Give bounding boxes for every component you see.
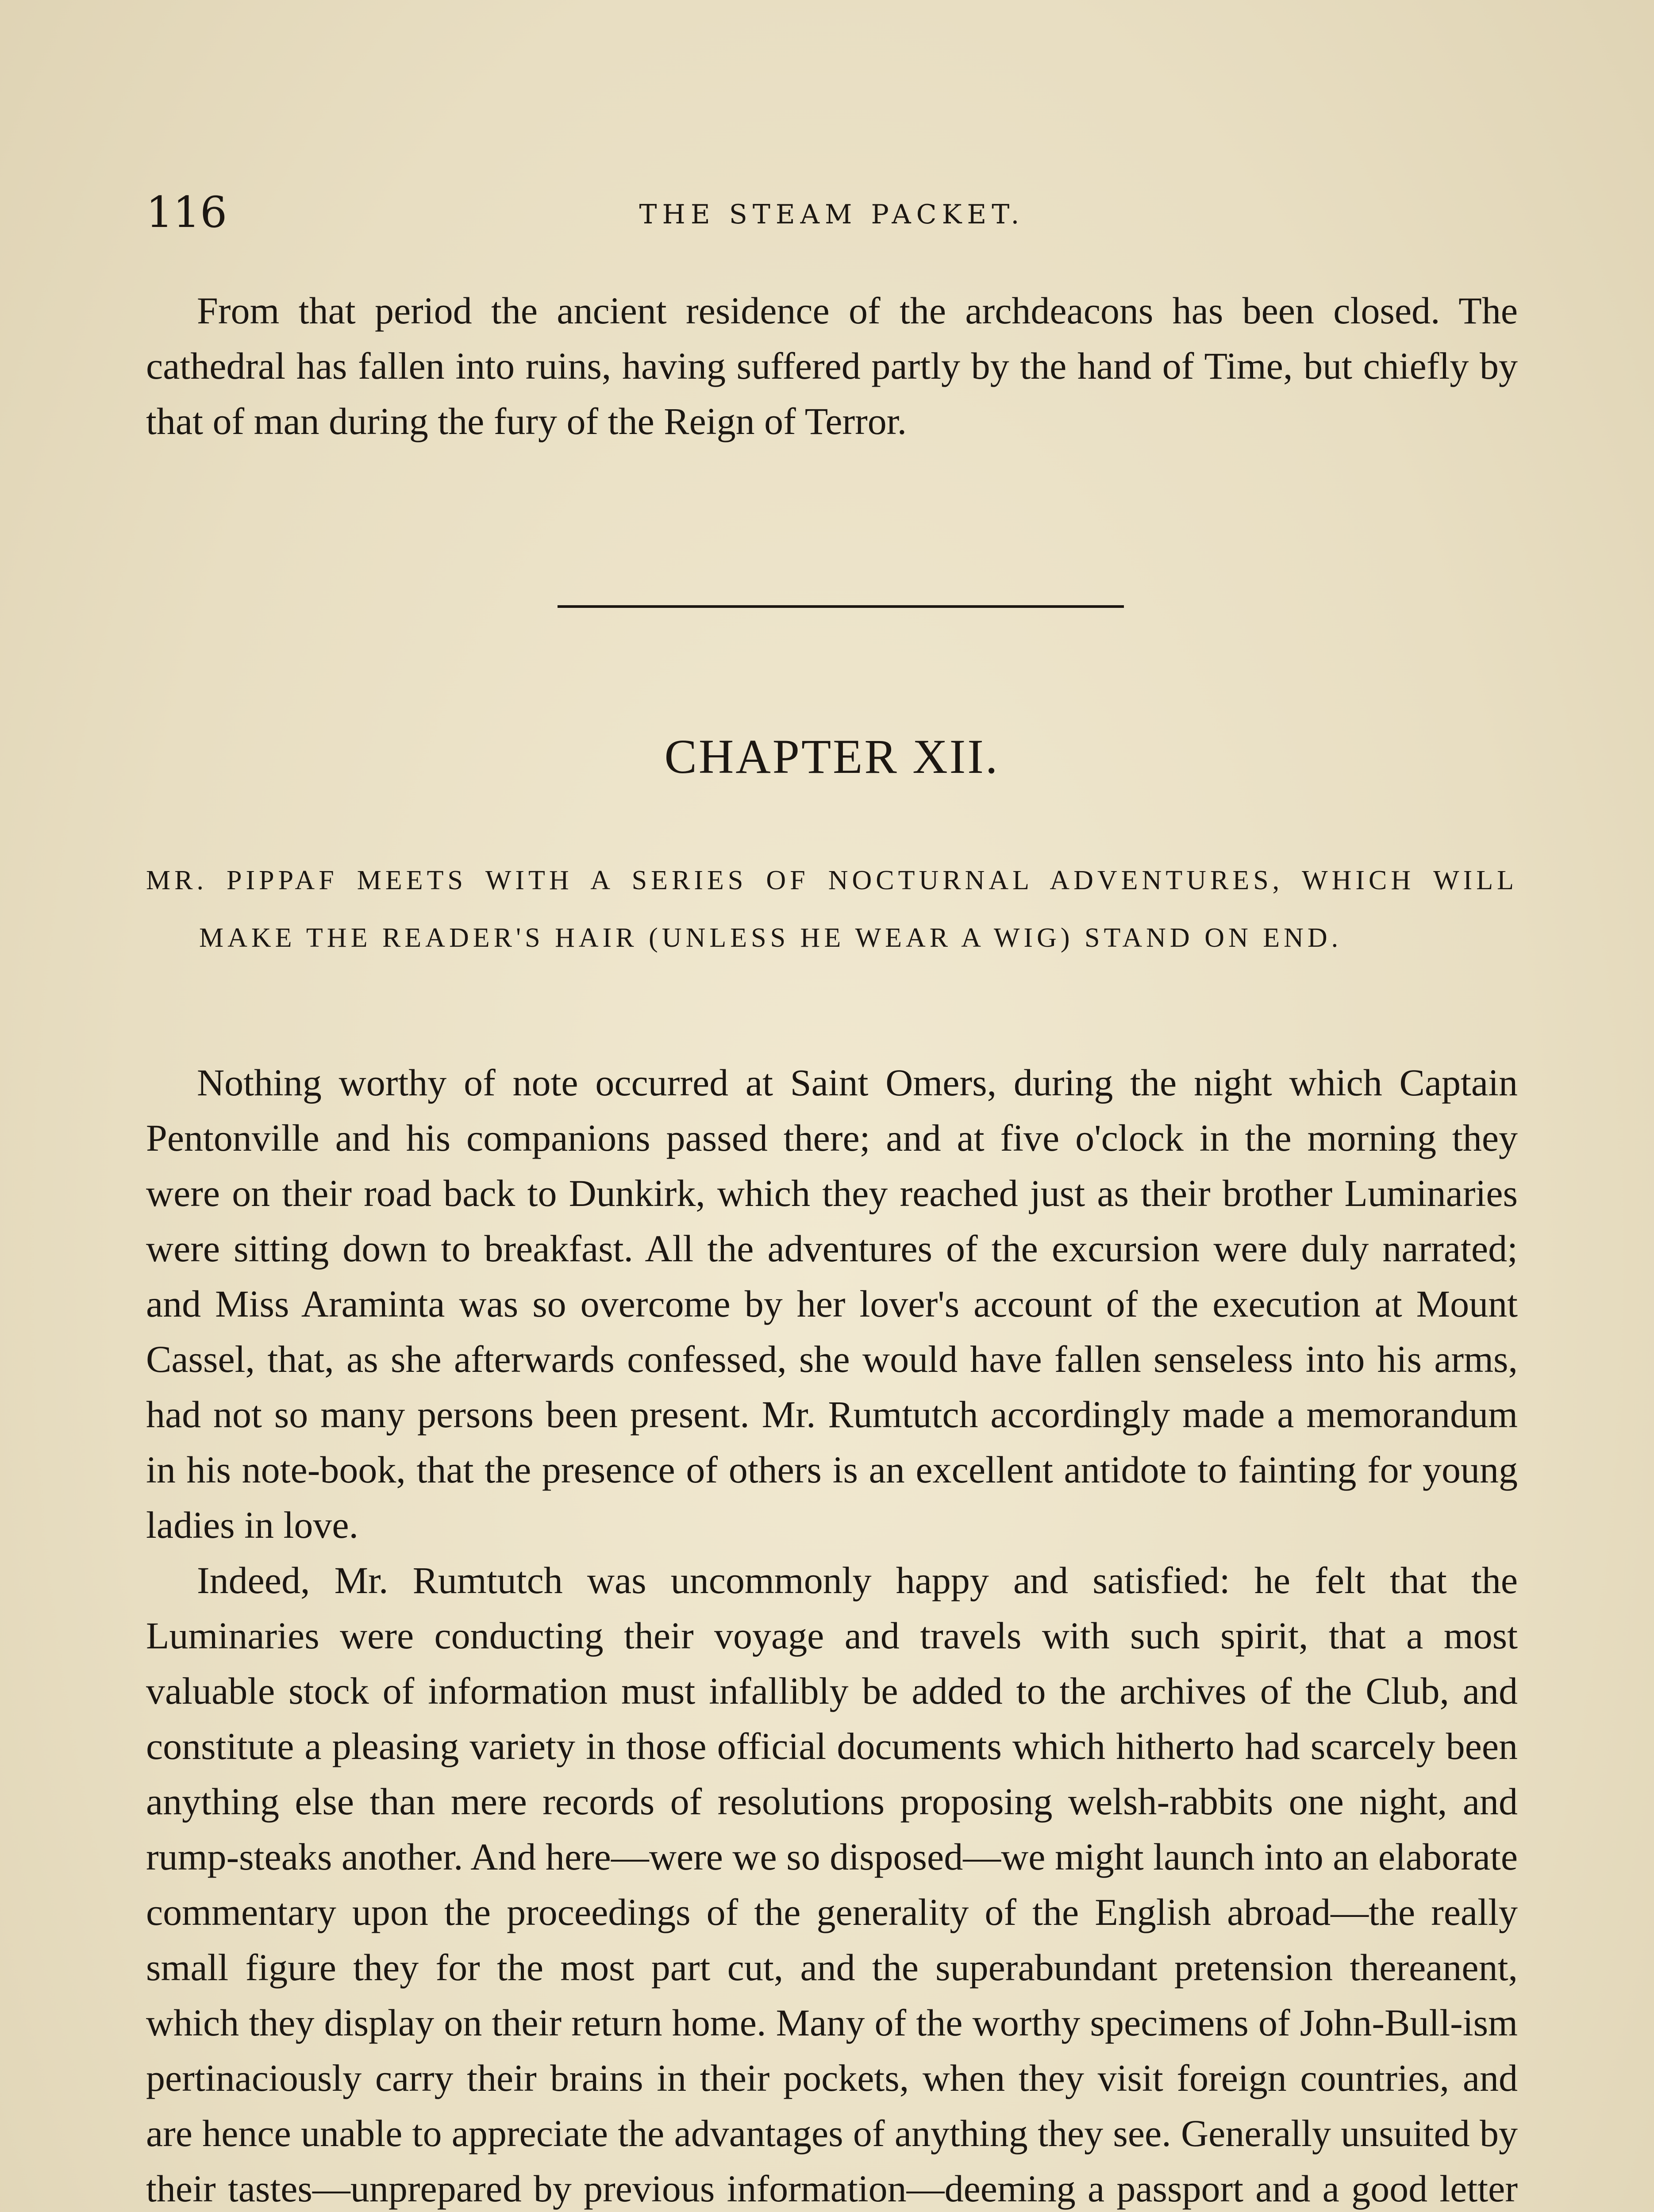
chapter-body [146, 1055, 1518, 2212]
chapter-title: CHAPTER XII. [664, 730, 1000, 783]
body-paragraph-2: Indeed, Mr. Rumtutch was uncommonly happy and satisfied: he felt that the Luminaries were conducting their voyage and travels with such spirit, that a most valuable stock of information must infallibly be added to the archives of the Club, and constitute a pleasing variety in those official documents which hitherto had scarcely been anything else than mere records of resolutions proposing welsh-rabbits one night, and rump-steaks another. And here—were we so disposed—we might launch into an elaborate commentary upon the proceedings of the generality of the English abroad—the really small figure they for the most part cut, and the superabundant pretension thereanent, which they display on their return home. Many of the worthy specimens of John-Bull-ism pertinaciously carry their brains in their pockets, when they visit foreign countries, and are hence unable to appreciate the advantages of anything they see. Generally unsuited by their tastes—unprepared by previous information—deeming a passport and a good letter [146, 1559, 1518, 2210]
chapter-synopsis: MR. PIPPAF MEETS WITH A SERIES OF NOCTURNAL ADVENTURES, WHICH WILL MAKE THE READER'S HAIR (UNLESS HE WEAR A WIG) STAND ON END. [146, 865, 1518, 953]
page-header [146, 186, 1518, 239]
page-number: 116 [146, 188, 227, 237]
opening-paragraph: From that period the ancient residence of the archdeacons has been closed. The cathedral has fallen into ruins, having suffered partly by the hand of Time, but chiefly by that of man during the fury of the Reign of Terror. [146, 289, 1518, 442]
body-paragraph-1: Nothing worthy of note occurred at Saint Omers, during the night which Captain Pentonville and his companions passed there; and at five o'clock in the morning they were on their road back to Dunkirk, which they reached just as their brother Luminaries were sitting down to breakfast. All the adventures of the excursion were duly narrated; and Miss Araminta was so overcome by her lover's account of the execution at Mount Cassel, that, as she afterwards confessed, she would have fallen senseless into his arms, had not so many persons been present. Mr. Rumtutch accordingly made a memorandum in his note-book, that the presence of others is an excellent antidote to fainting for young ladies in love. [146, 1061, 1518, 1546]
section-divider [558, 605, 1124, 608]
running-title: THE STEAM PACKET. [639, 199, 1025, 230]
opening-text [146, 283, 1518, 449]
